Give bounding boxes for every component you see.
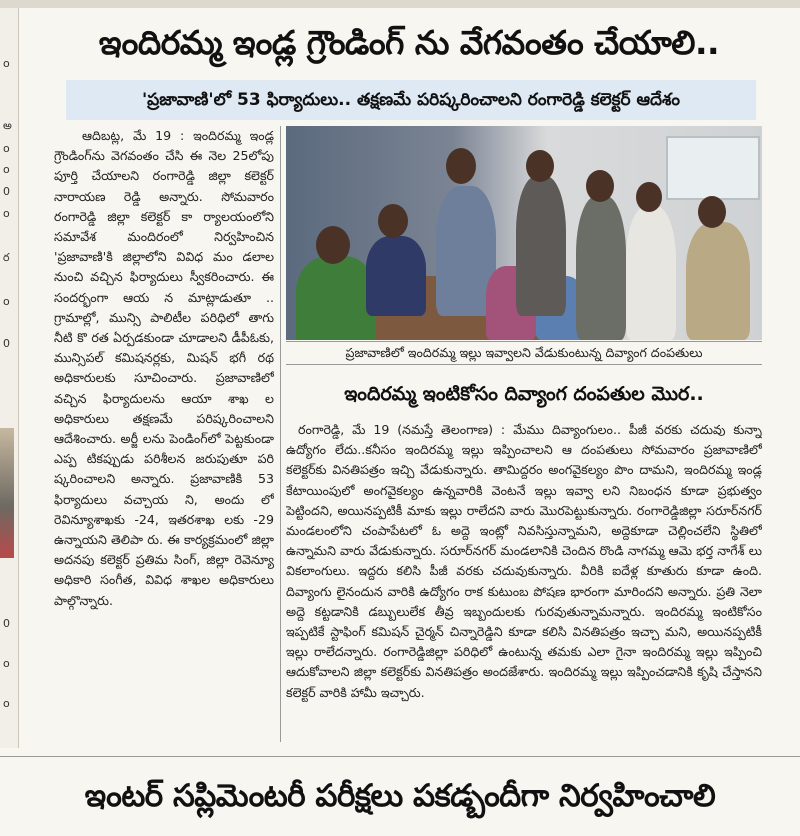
strip-char: o — [3, 57, 10, 70]
photo-person-head — [586, 170, 614, 202]
story1-paragraph — [54, 126, 274, 611]
adjacent-photo-fragment — [0, 428, 14, 558]
story2-body: మేము దివ్యాంగులం.. పీజీ వరకు చదువు కున్నా ఉద్యోగం లేదు..కనీసం ఇందిరమ్మ ఇల్లు ఇప్పించాలని ఆ దంపతులు సోమవారం ప్రజావాణిలో కలెక్టర్‌కు వినతిపత్రం ఇచ్చి వేడుకున్నారు. తామిద్దరం అంగవైకల్యం పొం దామని, ఇందిరమ్మ ఇండ్ల కేటాయింపులో అంగవైకల్యం ఉన్నవారికి వెంటనే ఇల్లు ఇవ్వా లని నిబంధన కూడా ప్రభుత్వం పెట్టిందని, అయినప్పటికీ మాకు ఇల్లు రాలేదని వారు మొరపెట్టుకున్నారు. రంగారెడ్డిజిల్లా సరూర్‌నగర్ మండలంలోని చంపాపేటలో ఓ అద్దె ఇంట్లో నివసిస్తున్నామని, అద్దెకూడా చెల్లించలేని స్థితిలో ఉన్నామని వారు వేడుకున్నారు. సరూర్‌నగర్ మండలానికి చెందిన రొండి నాగమ్మ ఆమె భర్త నాగేశ్ లు వికలాంగులు. ఇద్దరు కలిసి పీజీ వరకు చదువుకున్నారు. వీరికి ఐదేళ్ల కూతురు కూడా ఉంది. దివ్యాంగు లైనందున వారికి ఉద్యోగం రాక కుటుంబ పోషణ భారంగా మారిందని అన్నారు. ప్రతి నెలా అద్దె కట్టడానికి డబ్బులులేక తీవ్ర ఇబ్బందులకు గురవుతున్నామన్నారు. ఇందిరమ్మ ఇంటికోసం ఇప్పటికే స్టాఫింగ్ కమిషన్ చైర్మన్ చిన్నారెడ్డిని కూడా కలిసి వినతిపత్రం ఇచ్చా మని, అయినప్పటికీ ఇల్లు రాలేదన్నారు. రంగారెడ్డిజిల్లా పరిధిలో ఉంటున్న తమకు ఎలా గైనా ఇందిరమ్మ ఇల్లు ఇప్పించి ఆదుకోవాలని జిల్లా కలెక్టర్‌కు వినతిపత్రం అందజేశారు. ఇందిరమ్మ ఇల్లు ఇప్పించడానికి కృషి చేస్తానని కలెక్టర్ వారికి హామీ ఇచ్చారు. — [286, 422, 762, 700]
story2-body-column — [286, 420, 762, 750]
photo-caption: ప్రజావాణిలో ఇందిరమ్మ ఇల్లు ఇవ్వాలని వేడుకుంటున్న దివ్యాంగ దంపతులు — [286, 341, 762, 365]
strip-char: o — [3, 697, 10, 710]
story1-dateline: ఆదిబట్ల, మే 19 : — [82, 128, 185, 143]
photo-person — [686, 222, 750, 340]
photo-person-head — [526, 150, 554, 182]
photo-person-head — [316, 226, 350, 264]
column-divider — [280, 126, 281, 742]
photo-person — [296, 256, 376, 340]
photo-person — [626, 206, 676, 340]
photo-person-head — [698, 196, 726, 228]
photo-window — [666, 136, 760, 200]
strip-char: 0 — [3, 617, 10, 630]
photo-person-head — [378, 204, 408, 238]
strip-char: ర — [3, 251, 10, 264]
top-band — [0, 0, 800, 8]
adjacent-column-strip — [0, 8, 19, 748]
story1-body: ఇందిరమ్మ ఇండ్ల గ్రౌండింగ్‌ను వెగవంతం చేసి ఈ నెల 25లోపు పూర్తి చేయాలని రంగారెడ్డి జిల్లా కలెక్టర్ నారాయణ రెడ్డి అన్నారు. సోమవారం రంగారెడ్డి జిల్లా కలెక్టర్ కా ర్యాలయంలోని సమావేశ మందిరంలో నిర్వహించిన 'ప్రజావాణి'కి జిల్లాలోని వివిధ మం డలాల నుంచి వచ్చిన ఫిర్యాదులు స్వీకరించారు. ఈ సందర్భంగా ఆయ న మాట్లాడుతూ .. గ్రామాల్లో, మున్సి పాలిటీల పరిధిలో తాగు నీటి కొ రత ఏర్పడకుండా చూడాలని డీపీఓకు, మున్సిపల్ కమిషనర్లకు, మిషన్ భగీ రథ అధికారులకు సూచించారు. ప్రజావాణిలో వచ్చిన ఫిర్యాదులను ఆయా శాఖ ల అధికారులు తక్షణమే పరిష్కరించాలని ఆదేశించారు. అర్జీ లను పెండింగ్‌లో పెట్టకుండా ఎప్ప టికప్పుడు పరిశీలన జరుపుతూ పరి ష్కరించాలని అన్నారు. ప్రజావాణికి 53 ఫిర్యాదులు వచ్చాయ ని, అందు లో రెవిన్యూశాఖకు -24, ఇతరశాఖ లకు -29 ఉన్నాయని తెలిపా రు. ఈ కార్యక్రమంలో జిల్లా అదనపు కలెక్టర్ ప్రతిమ సింగ్, జిల్లా రెవెన్యూ అధికారి సంగీత, వివిధ శాఖల అధికారులు పాల్గొన్నారు. — [54, 128, 274, 608]
strip-char: o — [3, 207, 10, 220]
subheadline-banner: 'ప్రజావాణి'లో 53 ఫిర్యాదులు.. తక్షణమే పరిష్కరించాలని రంగారెడ్డి కలెక్టర్ ఆదేశం — [66, 80, 756, 120]
story2-paragraph — [286, 420, 762, 703]
bottom-headline: ఇంటర్ సప్లిమెంటరీ పరీక్షలు పకడ్బందీగా నిర్వహించాలి — [84, 778, 716, 814]
section-rule — [0, 756, 800, 757]
strip-char: o — [3, 163, 10, 176]
photo-person — [366, 236, 426, 316]
strip-char: o — [3, 295, 10, 308]
story2-title: ఇందిరమ్మ ఇంటికోసం దివ్యాంగ దంపతుల మొర.. — [344, 383, 704, 405]
photo-person — [516, 176, 566, 316]
strip-char: 0 — [3, 185, 10, 198]
main-headline: ఇందిరమ్మ ఇండ్ల గ్రౌండింగ్ ను వేగవంతం చేయాలి.. — [98, 23, 720, 62]
photo-person-head — [446, 148, 476, 184]
story2-dateline: రంగారెడ్డి, మే 19 (నమస్తే తెలంగాణ) : — [298, 422, 506, 437]
photo-person-head — [636, 182, 662, 212]
strip-char: o — [3, 142, 10, 155]
strip-char: 0 — [3, 337, 10, 350]
strip-char: o — [3, 657, 10, 670]
strip-char: అ — [3, 119, 12, 132]
photo-person — [576, 196, 626, 340]
story1-column — [54, 126, 274, 738]
news-photo — [286, 126, 762, 340]
